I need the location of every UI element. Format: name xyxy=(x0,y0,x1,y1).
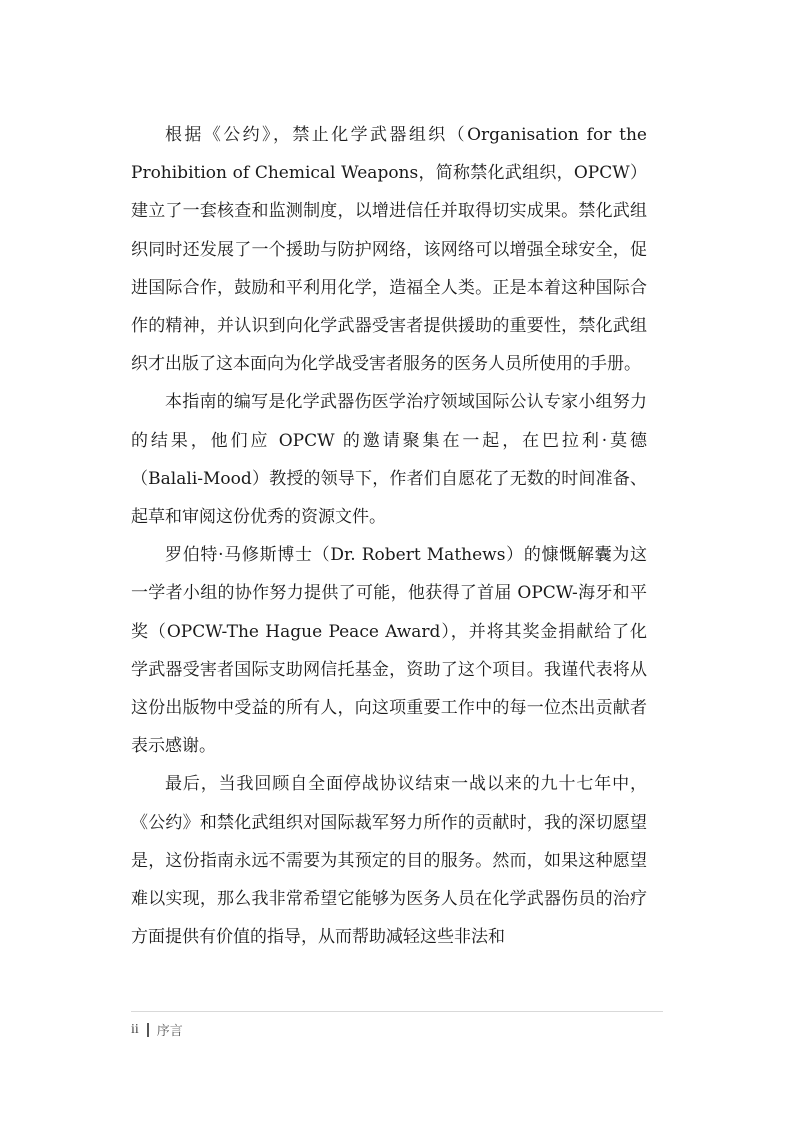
body-paragraph: 本指南的编写是化学武器伤医学治疗领域国际公认专家小组努力的结果，他们应 OPCW 的邀请聚集在一起，在巴拉利·莫德（Balali-Mood）教授的领导下，作者们自愿花了无数的时间准备、起草和审阅这份优秀的资源文件。 xyxy=(131,392,647,528)
page-body xyxy=(131,116,647,956)
body-paragraph: 根据《公约》，禁止化学武器组织（Organisation for the Prohibition of Chemical Weapons，简称禁化武组织，OPCW）建立了一套核查和监测制度，以增进信任并取得切实成果。禁化武组织同时还发展了一个援助与防护网络，该网络可以增强全球安全，促进国际合作，鼓励和平利用化学，造福全人类。正是本着这种国际合作的精神，并认识到向化学武器受害者提供援助的重要性，禁化武组织才出版了这本面向为化学战受害者服务的医务人员所使用的手册。 xyxy=(131,125,647,375)
page-number: ii xyxy=(131,1021,139,1037)
footer-separator xyxy=(147,1023,149,1037)
footer-divider xyxy=(131,1011,663,1012)
body-paragraph: 最后，当我回顾自全面停战协议结束一战以来的九十七年中，《公约》和禁化武组织对国际裁军努力所作的贡献时，我的深切愿望是，这份指南永远不需要为其预定的目的服务。然而，如果这种愿望难以实现，那么我非常希望它能够为医务人员在化学武器伤员的治疗方面提供有价值的指导，从而帮助减轻这些非法和 xyxy=(131,774,647,948)
body-paragraph: 罗伯特·马修斯博士（Dr. Robert Mathews）的慷慨解囊为这一学者小组的协作努力提供了可能，他获得了首届 OPCW-海牙和平奖（OPCW-The Hague Peace Award），并将其奖金捐献给了化学武器受害者国际支助网信托基金，资助了这个项目。我谨代表将从这份出版物中受益的所有人，向这项重要工作中的每一位杰出贡献者表示感谢。 xyxy=(131,545,647,757)
page-footer xyxy=(131,1020,183,1039)
section-title: 序言 xyxy=(156,1024,183,1039)
